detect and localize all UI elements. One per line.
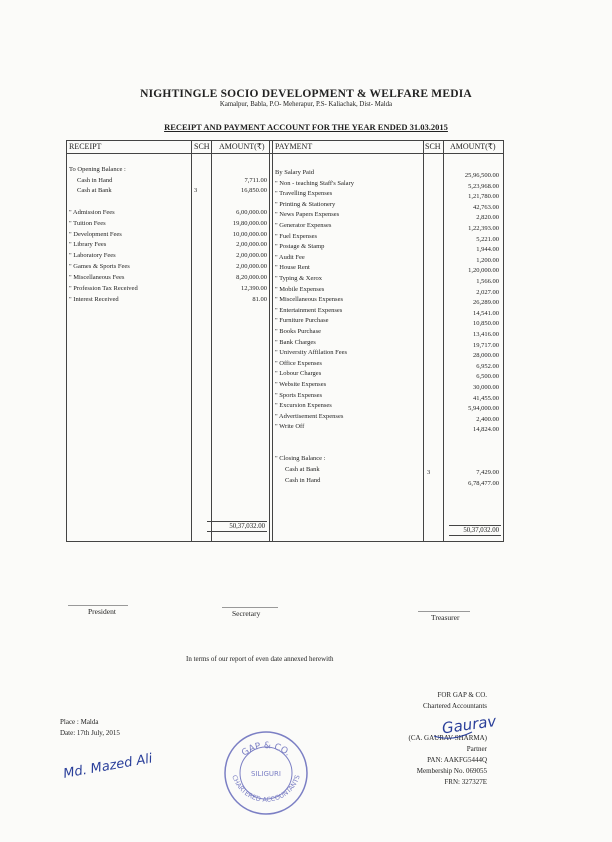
payment-item-amount: 1,21,780.00 (468, 193, 499, 201)
closing-bank-amount: 7,429.00 (476, 469, 499, 476)
payment-item-label: " Non - teaching Staff's Salary (275, 179, 354, 187)
payment-item-label: " Fuel Expenses (275, 232, 318, 240)
col-header-amount-right: AMOUNT(₹) (450, 142, 496, 151)
payment-item-label: " Office Expenses (275, 359, 322, 367)
payment-item-amount: 28,000.00 (473, 352, 499, 360)
firm-stamp-seal (222, 728, 310, 818)
header-row-divider (67, 153, 503, 154)
col-header-sch: SCH (194, 142, 210, 151)
receipt-item-amount: 2,00,000.00 (236, 252, 267, 259)
payment-item-amount: 5,23,968.00 (468, 182, 499, 190)
closing-bank-label: Cash at Bank (285, 466, 320, 473)
payment-item-amount: 2,027.00 (476, 288, 499, 296)
receipt-item-amount: 2,00,000.00 (236, 263, 267, 270)
payment-item-label: " University Affilation Fees (275, 349, 348, 357)
receipt-item-sch: 3 (194, 187, 198, 194)
payment-item-label: " Printing & Stationery (275, 200, 336, 208)
payment-item-amount: 41,455.00 (473, 394, 499, 402)
payment-item-label: " Miscellaneous Expenses (275, 296, 343, 304)
col-header-sch-right: SCH (425, 142, 441, 151)
auditor-signature-text: Gaurav (440, 711, 498, 738)
auditor-frn: FRN: 327327E (444, 778, 487, 786)
payment-total: 50,37,032.00 (449, 525, 501, 536)
handwritten-signature-name (58, 742, 158, 782)
payment-item-amount: 13,416.00 (473, 331, 499, 338)
payment-item-amount: 10,850.00 (473, 320, 499, 328)
receipt-item-label: " Library Fees (69, 241, 107, 248)
payment-item-amount: 1,22,393.00 (468, 225, 499, 232)
col-divider-payment (269, 141, 270, 541)
receipt-item-label: " Tuition Fees (69, 220, 106, 227)
stamp-bottom-text: CHARTERED ACCOUNTANTS (230, 773, 302, 804)
payment-item-amount: 1,944.00 (476, 246, 499, 254)
treasurer-label: Treasurer (431, 613, 460, 622)
auditor-signature (432, 706, 502, 746)
receipt-item-label: " Development Fees (69, 231, 122, 238)
report-note: In terms of our report of even date annexed herewith (186, 655, 334, 663)
auditor-membership: Membership No. 069055 (416, 767, 487, 775)
svg-text:GAP & CO. (240, 741, 292, 759)
receipt-item-label: " Admission Fees (69, 209, 115, 216)
receipt-item-amount: 6,00,000.00 (236, 209, 267, 216)
stamp-top-text: GAP & CO. (240, 740, 293, 759)
payment-item-label: " Write Off (275, 423, 305, 431)
payment-item-label: " Typing & Xerox (275, 275, 323, 282)
receipt-total: 50,37,032.00 (207, 521, 267, 532)
col-divider-sch-right (423, 141, 424, 541)
payment-item-amount: 19,717.00 (473, 341, 499, 349)
payment-item-amount: 26,289.00 (473, 299, 499, 307)
payment-item-amount: 6,500.00 (476, 373, 499, 381)
payment-item-label: " Bank Charges (275, 338, 316, 346)
payment-item-amount: 1,200.00 (476, 256, 499, 264)
closing-hand-label: Cash in Hand (285, 477, 321, 484)
handwritten-name-text: Md. Mazed Ali (62, 751, 154, 782)
col-header-amount: AMOUNT(₹) (219, 142, 265, 151)
payment-item-label: " Audit Fee (275, 253, 305, 261)
payment-item-label: " Advertisement Expenses (275, 412, 344, 420)
treasurer-signature-line (418, 611, 470, 612)
auditor-pan: PAN: AAKFG5444Q (427, 756, 487, 764)
col-divider-amount (211, 141, 212, 541)
auditor-firm: FOR GAP & CO. (437, 691, 487, 699)
receipt-item-label: Cash in Hand (77, 177, 113, 184)
payment-item-label: " Travelling Expenses (275, 190, 333, 198)
payment-item-label: " Generator Expenses (275, 222, 332, 229)
receipt-item-amount: 81.00 (252, 296, 267, 303)
auditor-name: (CA. GAURAV SHARMA) (408, 734, 487, 742)
closing-hand-amount: 6,78,477.00 (468, 480, 499, 487)
col-divider-payment-double (272, 141, 273, 541)
closing-balance-label: " Closing Balance : (275, 455, 326, 462)
receipt-item-amount: 12,390.00 (241, 285, 267, 292)
payment-item-label: " House Rent (275, 264, 310, 272)
date: Date: 17th July, 2015 (60, 729, 120, 737)
payment-item-label: " Books Purchase (275, 328, 321, 335)
secretary-signature-line (222, 607, 278, 608)
payment-item-amount: 5,94,000.00 (468, 405, 499, 413)
receipt-item-amount: 2,00,000.00 (236, 241, 267, 248)
receipt-item-label: " Interest Received (69, 296, 119, 303)
president-signature-line (68, 605, 128, 606)
account-table (66, 140, 504, 542)
payment-item-amount: 14,541.00 (473, 309, 499, 317)
payment-item-amount: 2,400.00 (476, 415, 499, 423)
payment-item-label: By Salary Paid (275, 169, 314, 176)
organization-name: NIGHTINGLE SOCIO DEVELOPMENT & WELFARE MEDIA (140, 88, 472, 100)
closing-bank-sch: 3 (427, 469, 431, 476)
payment-item-amount: 5,221.00 (476, 235, 499, 243)
payment-item-amount: 2,820.00 (476, 214, 499, 222)
president-label: President (88, 607, 116, 616)
receipt-item-amount: 19,80,000.00 (232, 220, 267, 227)
payment-item-amount: 30,000.00 (473, 384, 499, 391)
auditor-designation: Chartered Accountants (423, 702, 487, 710)
receipt-item-amount: 16,850.00 (241, 187, 267, 194)
receipt-item-amount: 8,20,000.00 (236, 274, 267, 281)
payment-item-amount: 1,566.00 (476, 278, 499, 285)
organization-address: Kamalpur, Babla, P.O- Meherapur, P.S- Kaliachak, Dist- Malda (219, 101, 393, 108)
place: Place : Malda (60, 718, 99, 726)
col-header-payment: PAYMENT (275, 142, 313, 151)
payment-item-label: " Furniture Purchase (275, 317, 329, 325)
payment-item-amount: 25,96,500.00 (464, 172, 499, 179)
receipt-item-label: To Opening Balance : (69, 166, 126, 173)
payment-item-label: " Postage & Stamp (275, 243, 325, 251)
payment-item-amount: 6,952.00 (476, 362, 499, 370)
col-divider-sch (191, 141, 192, 541)
col-header-receipt: RECEIPT (69, 142, 102, 151)
statement-title: RECEIPT AND PAYMENT ACCOUNT FOR THE YEAR ENDED 31.03.2015 (164, 122, 448, 132)
auditor-role: Partner (466, 745, 487, 753)
receipt-item-amount: 7,711.00 (244, 177, 267, 184)
stamp-center-text: SILIGURI (251, 770, 281, 778)
payment-item-label: " News Papers Expenses (275, 211, 340, 219)
receipt-item-label: " Laboratory Fees (69, 252, 116, 259)
payment-item-label: " Entertainment Expenses (275, 306, 343, 314)
receipt-item-label: " Games & Sports Fees (69, 263, 130, 270)
payment-item-amount: 1,20,000.00 (468, 267, 499, 275)
payment-item-label: " Website Expenses (275, 381, 327, 388)
payment-item-label: " Sports Expenses (275, 391, 323, 399)
payment-item-amount: 42,763.00 (473, 203, 499, 211)
receipt-item-label: " Profession Tax Received (69, 285, 138, 292)
payment-item-amount: 14,824.00 (473, 426, 499, 434)
receipt-item-label: " Miscellaneous Fees (69, 274, 125, 281)
receipt-item-amount: 10,00,000.00 (232, 231, 267, 238)
payment-item-label: " Mobile Expenses (275, 285, 325, 293)
payment-item-label: " Lobour Charges (275, 370, 322, 378)
receipt-item-label: Cash at Bank (77, 187, 112, 194)
col-divider-amount-right (443, 141, 444, 541)
secretary-label: Secretary (232, 609, 261, 618)
payment-item-label: " Excursion Expenses (275, 402, 332, 410)
